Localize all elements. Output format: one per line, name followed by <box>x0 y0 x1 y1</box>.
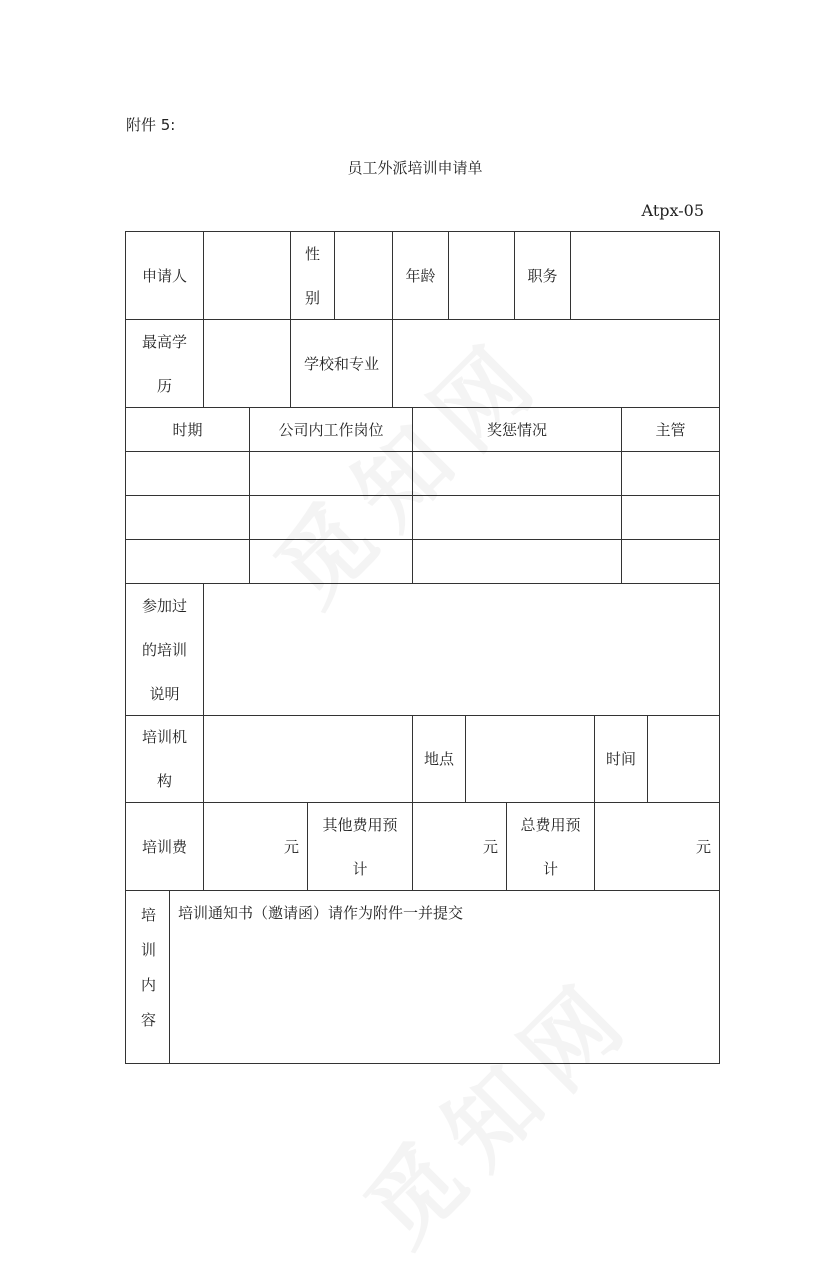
location-label: 地点 <box>423 750 454 768</box>
time-label: 时间 <box>605 750 636 768</box>
school-major-field[interactable] <box>393 320 719 407</box>
col-rewards-header: 奖惩情况 <box>486 420 547 439</box>
history-row[interactable] <box>126 540 719 583</box>
location-field[interactable] <box>466 716 594 802</box>
col-job-header: 公司内工作岗位 <box>278 420 384 439</box>
col-supervisor-header: 主管 <box>655 420 686 439</box>
application-form-table <box>125 231 720 1064</box>
gender-field[interactable] <box>335 232 392 319</box>
training-content-label-text: 培训内容 <box>139 907 157 1047</box>
education-field[interactable] <box>204 320 290 407</box>
applicant-field[interactable] <box>204 232 290 319</box>
other-fee-unit: 元 <box>482 837 498 856</box>
col-period-header: 时期 <box>172 420 203 439</box>
history-row[interactable] <box>126 452 719 495</box>
total-fee-unit: 元 <box>695 837 711 856</box>
gender-label: 性 别 <box>304 244 320 307</box>
total-fee-label: 总费用预 计 <box>520 815 581 878</box>
school-major-label: 学校和专业 <box>303 354 379 373</box>
institution-label: 培训机 构 <box>141 728 187 790</box>
age-label: 年龄 <box>405 266 436 285</box>
form-code: Atpx-05 <box>641 201 704 220</box>
position-field[interactable] <box>571 232 719 319</box>
education-label: 最高学 历 <box>141 332 187 395</box>
training-content-label <box>126 891 169 1063</box>
institution-field[interactable] <box>204 716 412 802</box>
past-training-field[interactable] <box>204 584 719 715</box>
applicant-label: 申请人 <box>141 266 187 285</box>
history-row[interactable] <box>126 496 719 539</box>
attachment-label: 附件 5: <box>126 116 176 134</box>
position-label: 职务 <box>527 266 558 285</box>
fee-label: 培训费 <box>141 837 187 856</box>
training-content-note[interactable]: 培训通知书（邀请函）请作为附件一并提交 <box>178 904 464 922</box>
other-fee-label: 其他费用预 计 <box>322 815 398 878</box>
time-field[interactable] <box>648 716 719 802</box>
form-title: 员工外派培训申请单 <box>347 159 483 177</box>
age-field[interactable] <box>449 232 514 319</box>
fee-unit: 元 <box>283 837 299 856</box>
past-training-label: 参加过 的培训 说明 <box>141 596 187 703</box>
